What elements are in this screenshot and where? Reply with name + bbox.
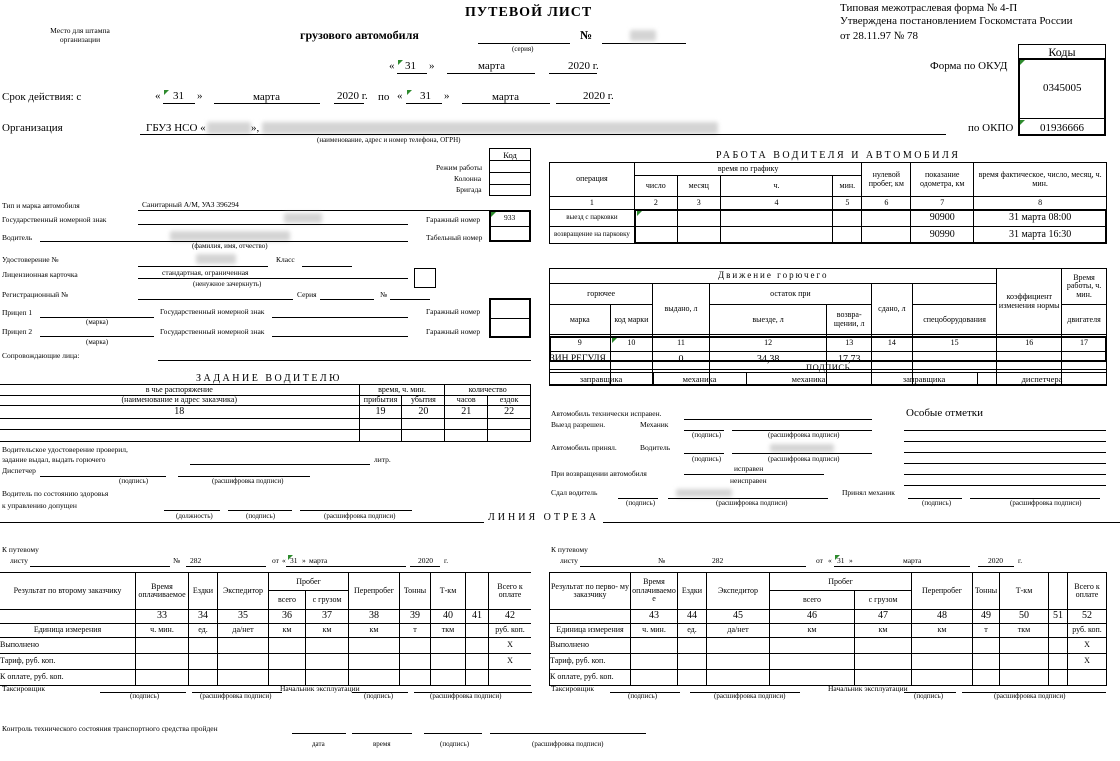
validity-to-day: 31 — [420, 90, 431, 102]
work-row-actual: 31 марта 16:30 — [974, 226, 1107, 243]
brigade-label: Бригада — [456, 185, 482, 194]
redacted-org — [207, 122, 251, 134]
work-num: 6 — [862, 197, 911, 210]
stub-num: 45 — [707, 609, 770, 623]
task-num: 19 — [359, 406, 402, 418]
stub-col-forwarder: Экспедитор — [707, 573, 770, 610]
stub-num: 51 — [1049, 609, 1068, 623]
stub-unit: км — [349, 623, 400, 637]
fuel-num: 16 — [997, 335, 1062, 352]
fuel-row-return: 17,73 — [827, 351, 872, 369]
validity-from-year: 2020 г. — [337, 90, 368, 102]
stub-col-time-paid: Время оплачиваемо е — [631, 573, 678, 610]
stub-num: 34 — [189, 609, 218, 623]
validity-from-day: 31 — [173, 90, 184, 102]
tech-accepted: Автомобиль принял. — [551, 443, 617, 452]
stub-x: X — [1068, 637, 1107, 653]
trailer2-label: Прицеп 2 — [2, 327, 33, 336]
redacted-driver2 — [770, 444, 834, 452]
stub-left-sheet: листу — [10, 556, 29, 565]
okpo-label: по ОКПО — [968, 122, 1014, 134]
stub-num: 39 — [400, 609, 431, 623]
mode-label: Режим работы — [436, 163, 483, 172]
trailer1-plate-label: Государственный номерной знак — [160, 307, 265, 316]
stub-unit: ткм — [1000, 623, 1049, 637]
stub-left-num: 282 — [190, 556, 202, 565]
stub-left-table — [0, 572, 531, 686]
fuel-col-remain: остаток при — [709, 284, 871, 305]
stub-left-month: марта — [309, 556, 328, 565]
task-col-arrive: прибытия — [359, 395, 402, 406]
escort-label: Сопровождающие лица: — [2, 351, 80, 360]
stub-col-trips: Ездки — [189, 573, 218, 610]
stub-num: 35 — [218, 609, 269, 623]
stub-left-sign: (подпись) — [130, 692, 160, 700]
date-quote-open: « — [389, 60, 395, 72]
okud-label: Форма по ОКУД — [930, 60, 1008, 72]
work-col-schedule: время по графику — [634, 163, 861, 176]
tech-accepted-mech: Принял механик — [842, 488, 895, 497]
stub-row-label: Тариф, руб. коп. — [0, 653, 136, 669]
stub-left-to-sheet: К путевому — [2, 545, 39, 554]
decode-caption: (расшифровка подписи) — [324, 512, 396, 520]
stub-unit: руб. коп. — [1068, 623, 1107, 637]
date-year: 2020 г. — [568, 60, 599, 72]
stub-col-tkm: Т-км — [431, 573, 466, 610]
fuel-num: 17 — [1062, 335, 1107, 352]
stub-col-loaded: с грузом — [855, 591, 912, 609]
stub-right-table — [549, 572, 1107, 686]
stub-num: 43 — [631, 609, 678, 623]
tech-unserviceable: неисправен — [730, 476, 767, 485]
series-label: Серия — [297, 290, 317, 299]
stub-right-year: 2020 — [988, 556, 1003, 565]
trailer1-label: Прицеп 1 — [2, 308, 33, 317]
cert-line1: Водительское удостоверение проверил, — [2, 445, 128, 454]
stub-unit: т — [973, 623, 1000, 637]
fuel-num: 10 — [610, 335, 653, 352]
health-line1: Водитель по состоянию здоровья — [2, 489, 109, 498]
trailer2-garage-label: Гаражный номер — [426, 327, 481, 336]
stub-right-g: г. — [1018, 556, 1023, 565]
stub-right-sign: (подпись) — [914, 692, 944, 700]
stub-row-label: К оплате, руб. коп. — [0, 669, 136, 685]
stub-col-to-pay: Всего к оплате — [1068, 573, 1107, 610]
fuel-col-special: спецоборудования — [912, 305, 997, 335]
tech-decode-caption: (расшифровка подписи) — [716, 499, 788, 507]
stub-col-transfer: Перепробег — [912, 573, 973, 610]
stub-unit: ед. — [678, 623, 707, 637]
fuel-num: 13 — [827, 335, 872, 352]
org-value: ГБУЗ НСО « — [146, 122, 206, 134]
footer-time: время — [373, 740, 391, 748]
work-row-odo: 90990 — [911, 226, 974, 243]
stub-num: 40 — [431, 609, 466, 623]
stub-left-decode: (расшифровка подписи) — [430, 692, 502, 700]
work-num: 7 — [911, 197, 974, 210]
sign-col: заправщика — [579, 374, 623, 384]
work-col-min: мин. — [833, 175, 862, 196]
work-row-op: возвращение на парковку — [550, 226, 635, 243]
stub-right-num-label: № — [658, 556, 666, 565]
task-table — [0, 384, 531, 442]
task-title: ЗАДАНИЕ ВОДИТЕЛЮ — [196, 373, 342, 384]
card-box — [414, 268, 436, 288]
series-caption: (серия) — [512, 45, 534, 53]
special-marks: Особые отметки — [906, 407, 983, 419]
fuel-title: Движение горючего — [550, 269, 997, 284]
fuel-col-exit: выезде, л — [709, 305, 827, 335]
form-line2: Утверждена постановлением Госкомстата России — [840, 15, 1073, 27]
stub-num: 52 — [1068, 609, 1107, 623]
stub-x: X — [1068, 653, 1107, 669]
fuel-row-brand: ЗИН РЕГУЛЯ — [550, 351, 611, 369]
trailer2-mark-caption: (марка) — [86, 338, 109, 346]
okud-code: 0345005 — [1043, 82, 1082, 94]
tech-handed-driver: Сдал водитель — [551, 488, 598, 497]
stub-left-q-open: « — [282, 556, 286, 565]
kod-header: Код — [489, 148, 531, 161]
fuel-num: 11 — [653, 335, 710, 352]
stub-col-run: Пробег — [269, 573, 349, 591]
cert-line2: задание выдал, выдать горючего — [2, 455, 106, 464]
validity-quote-open: « — [155, 90, 161, 102]
footer-control: Контроль технического состояния транспортного средства пройден — [2, 724, 218, 733]
number-sign: № — [580, 28, 593, 42]
stub-x: X — [489, 653, 532, 669]
footer-decode: (расшифровка подписи) — [532, 740, 604, 748]
fuel-col-handed: сдано, л — [872, 284, 913, 335]
sign-col: заправщика — [902, 374, 946, 384]
stub-num: 38 — [349, 609, 400, 623]
sign-caption: (подпись) — [246, 512, 276, 520]
stub-num: 41 — [466, 609, 489, 623]
tech-decode-caption: (расшифровка подписи) — [1010, 499, 1082, 507]
org-caption: (наименование, адрес и номер телефона, ОГРН) — [317, 136, 461, 144]
work-row-actual: 31 марта 08:00 — [974, 209, 1107, 226]
work-num: 3 — [677, 197, 720, 210]
vehicle-value: Санитарный А/М, УАЗ 396294 — [142, 200, 239, 209]
org-value-tail: », — [251, 122, 260, 134]
column-label: Колонна — [454, 174, 482, 183]
stub-row-label: Тариф, руб. коп. — [550, 653, 631, 669]
num-label: № — [380, 290, 388, 299]
stub-right-day: 31 — [837, 556, 845, 565]
work-col-month: месяц — [677, 175, 720, 196]
form-line3: от 28.11.97 № 78 — [840, 30, 918, 42]
tech-sign-caption: (подпись) — [692, 455, 722, 463]
task-col-customer: в чье распоряжение — [0, 385, 359, 396]
stub-num: 47 — [855, 609, 912, 623]
stub-right-month: марта — [903, 556, 922, 565]
org-label: Организация — [2, 122, 63, 134]
stub-unit: да/нет — [218, 623, 269, 637]
footer-date: дата — [312, 740, 325, 748]
stub-unit: км — [912, 623, 973, 637]
fuel-col-engine: двигателя — [1062, 305, 1107, 335]
stub-x: X — [489, 637, 532, 653]
trailer2-plate-label: Государственный номерной знак — [160, 327, 265, 336]
validity-to-year: 2020 г. — [583, 90, 614, 102]
stub-right-from: от — [816, 556, 823, 565]
fuel-col-issued: выдано, л — [653, 284, 710, 335]
work-num: 5 — [833, 197, 862, 210]
redacted-plate — [284, 213, 322, 223]
stub-left-chief: Начальник эксплуатации — [280, 684, 360, 693]
dispatcher-label: Диспетчер — [2, 466, 36, 475]
stub-num: 49 — [973, 609, 1000, 623]
reg-label: Регистрационный № — [2, 290, 69, 299]
work-col-operation: операция — [550, 163, 635, 197]
task-col-trips: ездок — [488, 395, 531, 406]
position-caption: (должность) — [176, 512, 213, 520]
stub-unit: км — [855, 623, 912, 637]
work-col-odometer: показание одометра, км — [911, 163, 974, 197]
tech-driver-label: Водитель — [640, 443, 671, 452]
stub-right-decode: (расшифровка подписи) — [994, 692, 1066, 700]
stub-col-tkm: Т-км — [1000, 573, 1049, 610]
sign-title: ПОДПИСЬ — [806, 362, 850, 372]
stub-col-trips: Ездки — [678, 573, 707, 610]
work-col-hour: ч. — [720, 175, 833, 196]
stub-right-chief: Начальник эксплуатации — [828, 684, 908, 693]
task-num: 22 — [488, 406, 531, 418]
validity-quote-close: » — [197, 90, 203, 102]
tech-serviceable: исправен — [734, 464, 764, 473]
fuel-col-fuel: горючее — [550, 284, 653, 305]
fuel-row-issued: 0 — [653, 351, 710, 369]
tech-mechanic-label: Механик — [640, 420, 669, 429]
footer-sign: (подпись) — [440, 740, 470, 748]
stub-col-run: Пробег — [770, 573, 912, 591]
date-day: 31 — [405, 60, 416, 72]
stub-unit: ч. мин. — [136, 623, 189, 637]
class-label: Класс — [276, 255, 295, 264]
fuel-col-coef: коэффициент изменения нормы — [997, 269, 1062, 335]
stub-unit: руб. коп. — [489, 623, 532, 637]
stub-left-g: г. — [444, 556, 449, 565]
stub-col-forwarder: Экспедитор — [218, 573, 269, 610]
stub-right-sheet: листу — [560, 556, 579, 565]
work-row-odo: 90900 — [911, 209, 974, 226]
stub-right-sign: (подпись) — [628, 692, 658, 700]
work-num: 1 — [550, 197, 635, 210]
tech-decode-caption: (расшифровка подписи) — [768, 431, 840, 439]
stub-right-taxi: Таксировщик — [551, 684, 594, 693]
stub-num: 48 — [912, 609, 973, 623]
stub-col-tons: Тонны — [400, 573, 431, 610]
validity-to-quote-close: » — [444, 90, 450, 102]
work-num: 2 — [634, 197, 677, 210]
work-col-actual: время фактическое, число, месяц, ч. мин. — [974, 163, 1107, 197]
task-col-customer2: (наименование и адрес заказчика) — [0, 395, 359, 406]
task-col-depart: убытия — [402, 395, 445, 406]
redacted-address — [262, 122, 718, 134]
work-col-zero-run: нулевой пробег, км — [862, 163, 911, 197]
stub-col-loaded: с грузом — [306, 591, 349, 609]
fio-caption: (фамилия, имя, отчество) — [192, 242, 268, 250]
stub-num: 37 — [306, 609, 349, 623]
task-num: 21 — [445, 406, 488, 418]
stub-left-taxi: Таксировщик — [2, 684, 45, 693]
stub-num: 46 — [770, 609, 855, 623]
garage-value: 933 — [504, 213, 516, 222]
stub-col-time-paid: Время оплачиваемое — [136, 573, 189, 610]
trailer1-garage-label: Гаражный номер — [426, 307, 481, 316]
codes-header: Коды — [1018, 44, 1106, 59]
work-num: 4 — [720, 197, 833, 210]
plate-label: Государственный номерной знак — [2, 215, 107, 224]
task-num: 18 — [0, 406, 359, 418]
tech-exit-allowed: Выезд разрешен. — [551, 420, 606, 429]
stub-col-result: Результат по второму заказчику — [0, 573, 136, 610]
work-table — [549, 162, 1107, 244]
trailer1-mark-caption: (марка) — [86, 318, 109, 326]
task-col-qty: количество — [445, 385, 531, 396]
stub-col-total: всего — [770, 591, 855, 609]
tech-ok: Автомобиль технически исправен. — [551, 409, 662, 418]
stub-num: 50 — [1000, 609, 1049, 623]
stub-col-transfer: Перепробег — [349, 573, 400, 610]
stub-right-num: 282 — [712, 556, 724, 565]
stub-right-to-sheet: К путевому — [551, 545, 588, 554]
date-quote-close: » — [429, 60, 435, 72]
vehicle-label: Тип и марка автомобиля — [2, 201, 80, 210]
tech-sign-caption: (подпись) — [692, 431, 722, 439]
redacted-license — [196, 254, 236, 264]
stub-left-num-label: № — [173, 556, 181, 565]
work-col-day: число — [634, 175, 677, 196]
stub-num: 44 — [678, 609, 707, 623]
page-title: ПУТЕВОЙ ЛИСТ — [465, 5, 593, 20]
stub-left-from: от — [272, 556, 279, 565]
sign-caption: (подпись) — [119, 477, 149, 485]
card-caption: (ненужное зачеркнуть) — [193, 280, 262, 288]
stub-col-total: всего — [269, 591, 306, 609]
stub-right-q-open: « — [828, 556, 832, 565]
stub-unit: т — [400, 623, 431, 637]
tech-decode-caption: (расшифровка подписи) — [768, 455, 840, 463]
stub-left-q-close: » — [302, 556, 306, 565]
stub-unit: ткм — [431, 623, 466, 637]
stub-num: 42 — [489, 609, 532, 623]
fuel-num: 9 — [550, 335, 611, 352]
tech-on-return: При возвращении автомобиля — [551, 469, 647, 478]
stub-unit: ед. — [189, 623, 218, 637]
work-num: 8 — [974, 197, 1107, 210]
okpo-code: 01936666 — [1040, 122, 1084, 134]
stub-col-tons: Тонны — [973, 573, 1000, 610]
redacted-driver3 — [676, 489, 732, 497]
stub-left-year: 2020 — [418, 556, 433, 565]
fuel-col-brand: марка — [550, 305, 611, 335]
validity-to-label: по — [378, 91, 390, 103]
fuel-row-exit: 34,38 — [709, 351, 827, 369]
stub-num: 33 — [136, 609, 189, 623]
validity-to-month: марта — [492, 91, 519, 103]
redacted-driver — [170, 231, 290, 241]
stub-row-label: Выполнено — [550, 637, 631, 653]
card-label: Лицензионная карточка — [2, 270, 78, 279]
garage-label: Гаражный номер — [426, 215, 481, 224]
stub-left-day: 31 — [290, 556, 298, 565]
stub-unit: км — [306, 623, 349, 637]
stub-left-decode: (расшифровка подписи) — [200, 692, 272, 700]
stub-row-label: Выполнено — [0, 637, 136, 653]
fuel-num: 12 — [709, 335, 827, 352]
tech-sign-caption: (подпись) — [922, 499, 952, 507]
stub-unit: ч. мин. — [631, 623, 678, 637]
validity-from-month: марта — [253, 91, 280, 103]
stub-right-q-close: » — [849, 556, 853, 565]
cut-line-label: ЛИНИЯ ОТРЕЗА — [484, 513, 603, 523]
stub-unit: км — [269, 623, 306, 637]
page-subtitle: грузового автомобиля — [300, 28, 419, 42]
stub-col-result: Результат по перво- му заказчику — [550, 573, 631, 610]
fuel-num: 14 — [872, 335, 913, 352]
license-label: Удостоверение № — [2, 255, 59, 264]
task-col-hours: часов — [445, 395, 488, 406]
task-num: 20 — [402, 406, 445, 418]
stub-unit: км — [770, 623, 855, 637]
health-line2: к управлению допущен — [2, 501, 77, 510]
tab-label: Табельный номер — [426, 233, 483, 242]
tech-sign-caption: (подпись) — [626, 499, 656, 507]
stub-col-to-pay: Всего к оплате — [489, 573, 532, 610]
stamp-place: Место для штампа организации — [50, 26, 110, 45]
date-month: марта — [478, 60, 505, 72]
validity-to-quote-open: « — [397, 90, 403, 102]
stub-unit: да/нет — [707, 623, 770, 637]
stub-right-decode: (расшифровка подписи) — [714, 692, 786, 700]
fuel-col-brand-code: код марки — [610, 305, 653, 335]
redacted-number — [630, 30, 656, 41]
task-col-time: время, ч. мин. — [359, 385, 445, 396]
work-row-op: выезд с парковки — [550, 209, 635, 226]
kod-box — [489, 160, 531, 196]
stub-unit-label: Единица измерения — [550, 623, 631, 637]
stub-num: 36 — [269, 609, 306, 623]
card-value: стандартная, ограниченная — [162, 268, 249, 277]
stub-row-label: К оплате, руб. коп. — [550, 669, 631, 685]
fuel-col-return: возвра- щении, л — [827, 305, 872, 335]
liters-label: литр. — [374, 455, 391, 464]
sign-col: механика — [682, 374, 717, 384]
fuel-num: 15 — [912, 335, 997, 352]
decode-caption: (расшифровка подписи) — [212, 477, 284, 485]
stub-left-sign: (подпись) — [364, 692, 394, 700]
form-line1: Типовая межотраслевая форма № 4-П — [840, 2, 1018, 14]
driver-label: Водитель — [2, 233, 33, 242]
work-title: РАБОТА ВОДИТЕЛЯ И АВТОМОБИЛЯ — [716, 150, 961, 161]
validity-label: Срок действия: с — [2, 91, 82, 103]
sign-col: механика — [791, 374, 826, 384]
stub-unit-label: Единица измерения — [0, 623, 136, 637]
fuel-col-worktime: Время работы, ч. мин. — [1062, 269, 1107, 305]
sign-col: диспетчера — [1021, 374, 1063, 384]
